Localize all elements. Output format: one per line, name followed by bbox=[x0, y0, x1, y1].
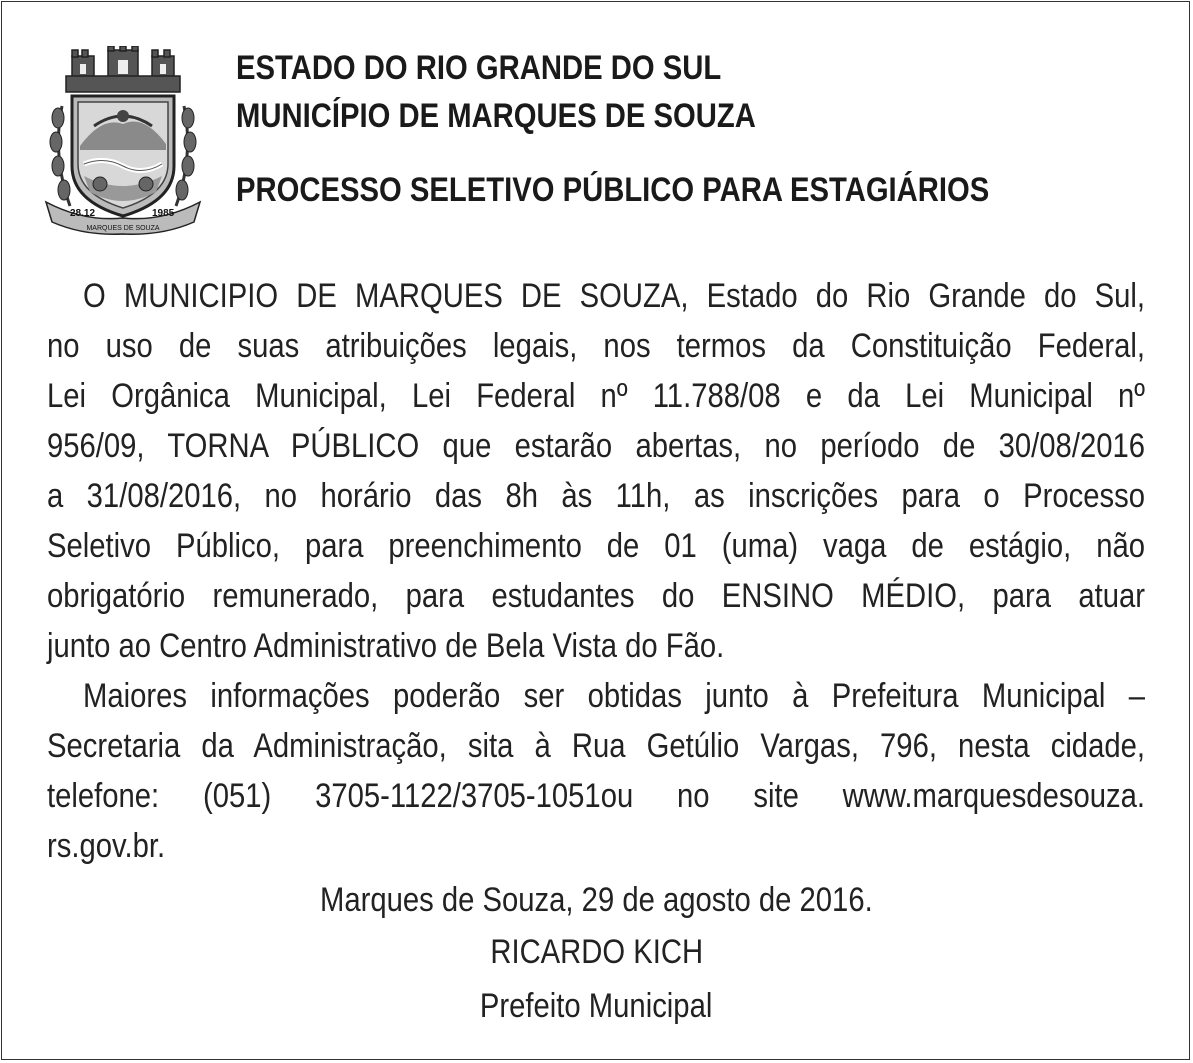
header-state: ESTADO DO RIO GRANDE DO SUL bbox=[236, 49, 722, 87]
document-title: PROCESSO SELETIVO PÚBLICO PARA ESTAGIÁRIOS bbox=[236, 171, 990, 209]
paragraph-line: Lei Orgânica Municipal, Lei Federal nº 11.788/08 e da Lei Municipal nº bbox=[47, 377, 1145, 415]
paragraph-line: obrigatório remunerado, para estudantes do ENSINO MÉDIO, para atuar bbox=[47, 577, 1145, 615]
signatory-name: RICARDO KICH bbox=[490, 933, 703, 971]
place-and-date: Marques de Souza, 29 de agosto de 2016. bbox=[320, 881, 873, 919]
paragraph-line: telefone: (051) 3705-1122/3705-1051ou no site www.marquesdesouza. bbox=[47, 777, 1145, 815]
paragraph-line: no uso de suas atribuições legais, nos termos da Constituição Federal, bbox=[47, 327, 1145, 365]
paragraph-line: a 31/08/2016, no horário das 8h às 11h, as inscrições para o Processo bbox=[47, 477, 1145, 515]
signatory-role: Prefeito Municipal bbox=[480, 987, 713, 1025]
svg-text:28.12: 28.12 bbox=[70, 208, 96, 219]
svg-text:MARQUES DE SOUZA: MARQUES DE SOUZA bbox=[86, 225, 160, 232]
paragraph-line: Secretaria da Administração, sita à Rua Getúlio Vargas, 796, nesta cidade, bbox=[47, 727, 1145, 765]
svg-text:1985: 1985 bbox=[152, 208, 175, 219]
paragraph-line: rs.gov.br. bbox=[47, 827, 166, 865]
paragraph-line: junto ao Centro Administrativo de Bela Vista do Fão. bbox=[47, 627, 725, 665]
paragraph-line: 956/09, TORNA PÚBLICO que estarão abertas, no período de 30/08/2016 bbox=[47, 427, 1145, 465]
municipal-coat-of-arms bbox=[44, 46, 202, 238]
laurel-left bbox=[50, 106, 70, 206]
header-municipality: MUNICÍPIO DE MARQUES DE SOUZA bbox=[236, 97, 756, 135]
paragraph-line: O MUNICIPIO DE MARQUES DE SOUZA, Estado do Rio Grande do Sul, bbox=[83, 277, 1145, 315]
paragraph-line: Seletivo Público, para preenchimento de 01 (uma) vaga de estágio, não bbox=[47, 527, 1145, 565]
laurel-right bbox=[176, 106, 196, 206]
paragraph-line: Maiores informações poderão ser obtidas junto à Prefeitura Municipal – bbox=[83, 677, 1145, 715]
